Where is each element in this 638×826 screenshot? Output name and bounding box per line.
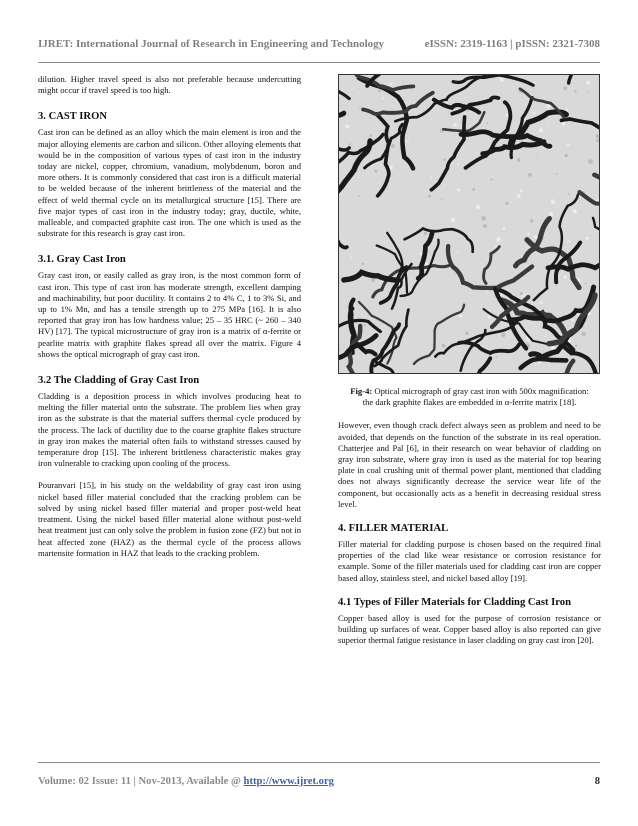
- matrix-speck: [453, 123, 457, 127]
- right-column: [338, 74, 601, 646]
- matrix-speck: [547, 125, 548, 126]
- matrix-speck: [510, 202, 511, 203]
- matrix-speck: [551, 199, 555, 203]
- section-3-paragraph: Cast iron can be defined as an alloy which the main element is iron and the major alloying elements are carbon and silicon. Other alloying elements that would be in the composition of various types of cast iron in the industry today are nickel, copper, chromium, vanadium, molybdenum, boron and more others. It is commonly considered that cast iron is a difficult material to be welded because of the inherent brittleness of the material and the effect of weld thermal cycle on its metallurgical structure [15]. There are five major types of cast iron in the industry today; gray, ductile, white, malleable, and compacted graphite cast iron. The one which is used as the substrate for this research is gray cast iron.: [38, 127, 301, 239]
- micrograph-image: [339, 75, 599, 373]
- matrix-speck: [349, 143, 351, 145]
- micrograph-figure: [338, 74, 600, 374]
- matrix-speck: [528, 173, 532, 177]
- matrix-speck: [457, 163, 459, 165]
- matrix-speck: [505, 114, 508, 117]
- matrix-speck: [369, 220, 370, 221]
- matrix-speck: [502, 227, 505, 230]
- matrix-speck: [533, 112, 535, 114]
- matrix-speck: [563, 86, 567, 90]
- matrix-speck: [364, 324, 366, 326]
- matrix-speck: [596, 134, 600, 138]
- figure-caption-label: Fig-4:: [350, 386, 373, 396]
- matrix-speck: [369, 134, 372, 137]
- matrix-speck: [374, 170, 377, 173]
- matrix-speck: [539, 128, 543, 132]
- matrix-speck: [391, 144, 395, 148]
- matrix-speck: [378, 89, 381, 92]
- matrix-speck: [586, 81, 590, 85]
- section-3-2-heading: 3.2 The Cladding of Gray Cast Iron: [38, 375, 200, 387]
- matrix-speck: [407, 140, 409, 142]
- matrix-speck: [581, 332, 586, 337]
- matrix-speck: [545, 336, 547, 338]
- matrix-speck: [457, 251, 459, 253]
- matrix-speck: [517, 194, 521, 198]
- section-3-2-paragraph-1: Cladding is a deposition process in which involves producing heat to melting the filler material onto the substrate. The problem lies when gray iron as the substrate is that the material suffers thermal cycle produced by the process. The lack of ductility due to the coarse graphite flakes structure in gray iron makes the material often fails to withstand stresses caused by temperature drop [15]. The inherent brittleness characteristic makes gray iron vulnerable to cracking upon cooling of the process.: [38, 391, 301, 469]
- matrix-speck: [501, 333, 506, 338]
- matrix-speck: [551, 346, 555, 350]
- matrix-speck: [587, 91, 588, 92]
- matrix-speck: [556, 173, 558, 175]
- matrix-speck: [350, 257, 352, 259]
- matrix-speck: [472, 188, 475, 191]
- crack-paragraph: However, even though crack defect always seen as problem and need to be avoided, that depends on the function of the substrate in its real operation. Chatterjee and Pal [6], in their research on wear behavior of cladding on gray iron substrate, where gray iron is used as the material for top bearing plate in coal crushing unit of thermal power plant, mentioned that cladding does not always significantly decrease the service wear life of the component, but occasionally acts as a benefit in decreasing residual stress level.: [338, 420, 601, 509]
- matrix-speck: [506, 202, 509, 205]
- matrix-speck: [467, 111, 468, 112]
- matrix-speck: [564, 276, 567, 279]
- matrix-speck: [353, 87, 355, 89]
- matrix-speck: [442, 344, 446, 348]
- matrix-speck: [424, 232, 427, 235]
- header-rule: [38, 62, 600, 63]
- footer-rule: [38, 762, 600, 763]
- matrix-speck: [534, 235, 538, 239]
- matrix-speck: [549, 212, 553, 216]
- matrix-speck: [562, 122, 566, 126]
- matrix-speck: [362, 263, 365, 266]
- section-4-heading: 4. FILLER MATERIAL: [338, 523, 449, 535]
- matrix-speck: [476, 205, 480, 209]
- matrix-speck: [537, 199, 539, 201]
- matrix-speck: [359, 107, 361, 109]
- matrix-speck: [488, 315, 491, 318]
- matrix-speck: [496, 237, 501, 242]
- matrix-speck: [500, 78, 504, 82]
- matrix-speck: [358, 195, 360, 197]
- figure-caption: [338, 386, 601, 408]
- footer-volume: Volume: 02 Issue: 11 | Nov-2013, Available @: [38, 776, 244, 787]
- matrix-speck: [371, 90, 372, 91]
- running-header: [38, 38, 600, 58]
- matrix-speck: [530, 219, 534, 223]
- matrix-speck: [572, 319, 574, 321]
- matrix-speck: [584, 283, 586, 285]
- matrix-speck: [442, 198, 443, 199]
- matrix-speck: [465, 332, 469, 336]
- section-4-1-heading: 4.1 Types of Filler Materials for Cladding Cast Iron: [338, 596, 571, 608]
- intro-paragraph: dilution. Higher travel speed is also not preferable because undercutting might occur if travel speed is too high.: [38, 74, 301, 96]
- matrix-speck: [548, 365, 550, 367]
- matrix-speck: [588, 159, 593, 164]
- matrix-speck: [567, 144, 570, 147]
- issn-info: eISSN: 2319-1163 | pISSN: 2321-7308: [424, 38, 600, 50]
- section-3-1-heading: 3.1. Gray Cast Iron: [38, 254, 126, 266]
- matrix-speck: [346, 125, 350, 129]
- matrix-speck: [457, 188, 460, 191]
- left-column: [38, 74, 301, 559]
- matrix-speck: [428, 195, 431, 198]
- matrix-speck: [566, 108, 568, 110]
- matrix-speck: [574, 90, 577, 93]
- matrix-speck: [481, 216, 486, 221]
- matrix-speck: [459, 314, 463, 318]
- section-3-1-paragraph: Gray cast iron, or easily called as gray iron, is the most common form of cast iron. This type of cast iron has moderate strength, excellent damping and machinability, but poor ductility. It contains 2 to 4% C, 1 to 3% Si, and up to 1% Mn, and has a tensile strength up to 275 MPa [16]. It is also reported that gray iron has low hardness value; 25 – 35 HRC (~ 260 – 340 HV) [17]. The typical microstructure of gray iron is a matrix of α-ferrite or pearlite matrix with graphite flakes spread all over the matrix. Figure 4 shows the optical micrograph of gray cast iron.: [38, 270, 301, 359]
- journal-title: IJRET: International Journal of Research in Engineering and Technology: [38, 38, 385, 50]
- matrix-speck: [451, 218, 456, 223]
- running-footer: [38, 776, 600, 792]
- matrix-speck: [564, 154, 568, 158]
- matrix-speck: [430, 177, 432, 179]
- page-number: 8: [594, 776, 600, 787]
- matrix-speck: [487, 122, 489, 124]
- matrix-speck: [567, 193, 569, 195]
- matrix-speck: [443, 158, 446, 161]
- matrix-speck: [546, 104, 551, 109]
- figure-caption-text: Optical micrograph of gray cast iron with 500x magnification: the dark graphite flakes are embedded in α-ferrite matrix [18].: [362, 386, 589, 408]
- matrix-speck: [483, 224, 487, 228]
- matrix-speck: [495, 356, 497, 358]
- matrix-speck: [382, 97, 384, 99]
- matrix-speck: [527, 342, 528, 343]
- matrix-speck: [536, 157, 537, 158]
- matrix-speck: [519, 189, 522, 192]
- matrix-speck: [586, 237, 589, 240]
- matrix-speck: [540, 301, 543, 304]
- section-3-2-paragraph-2: Pouranvari [15], in his study on the weldability of gray cast iron using nickel based filler material concluded that the cracking problem can be solved by using nickel based filler material and proper post-weld heat treatment. Using the nickel based filler material alone without post-weld heat treatment just can only solve the problem in fusion zone (FZ) but not in heat affected zone (HAZ) as the thermal cycle of the process allows martensite formation in HAZ that leads to the cracking problem.: [38, 480, 301, 558]
- matrix-speck: [389, 83, 392, 86]
- matrix-speck: [575, 344, 578, 347]
- matrix-speck: [520, 292, 523, 295]
- matrix-speck: [568, 240, 570, 242]
- matrix-speck: [446, 101, 448, 103]
- section-3-heading: 3. CAST IRON: [38, 111, 107, 123]
- section-4-1-paragraph: Copper based alloy is used for the purpose of corrosion resistance or building up surfaces of wear. Copper based alloy is also reported can give superior thermal fatigue resistance in laser cladding on gray cast iron [20].: [338, 612, 601, 646]
- matrix-speck: [490, 178, 492, 180]
- matrix-speck: [517, 158, 521, 162]
- matrix-speck: [573, 209, 577, 213]
- matrix-speck: [527, 233, 529, 235]
- section-4-paragraph: Filler material for cladding purpose is chosen based on the required final properties of the clad like wear resistance or corrosion resistance for example. Some of the filler materials used for cladding cast iron are copper based alloy, stainless steel, and nickel based alloy [19].: [338, 539, 601, 583]
- footer-link[interactable]: http://www.ijret.org: [243, 776, 334, 787]
